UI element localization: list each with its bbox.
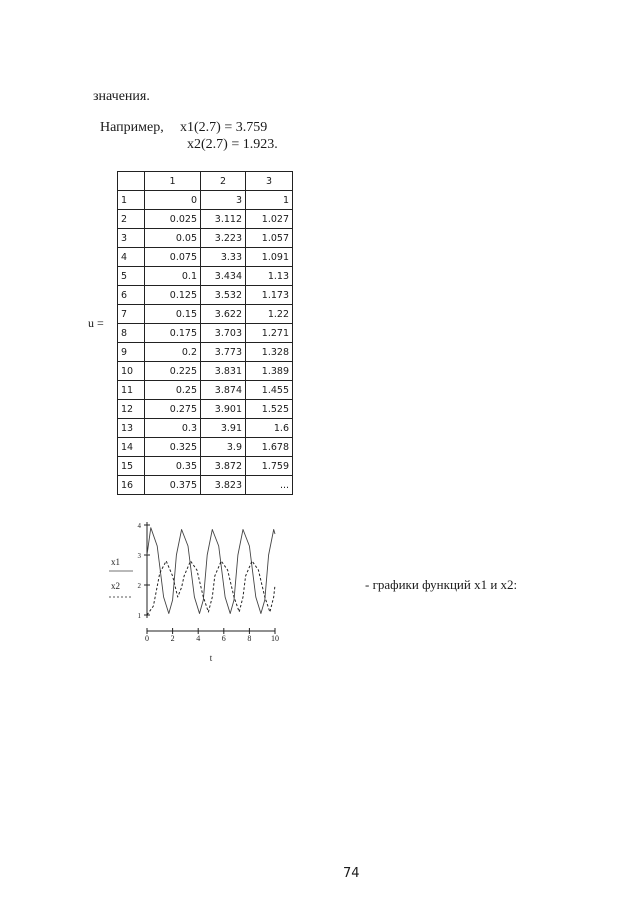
table-cell: 1.13 (246, 267, 293, 286)
matrix-table (117, 171, 293, 495)
table-row (118, 267, 293, 286)
table-cell: 1.057 (246, 229, 293, 248)
table-cell: ... (246, 476, 293, 495)
function-graph (100, 518, 290, 668)
chart-axes (147, 522, 275, 631)
table-cell: 3.874 (201, 381, 246, 400)
example-label: Например, (100, 120, 164, 135)
table-cell: 3.901 (201, 400, 246, 419)
table-cell: 0.025 (145, 210, 201, 229)
x-axis-label: t (209, 653, 213, 663)
table-cell: 0.1 (145, 267, 201, 286)
table-cell: 3 (201, 191, 246, 210)
table-cell: 3.223 (201, 229, 246, 248)
column-header: 2 (201, 172, 246, 191)
row-index: 9 (118, 343, 145, 362)
table-cell: 1.759 (246, 457, 293, 476)
table-cell: 1.6 (246, 419, 293, 438)
x-tick-label: 10 (271, 634, 279, 643)
row-index: 2 (118, 210, 145, 229)
table-cell: 3.9 (201, 438, 246, 457)
row-index: 3 (118, 229, 145, 248)
table-cell: 0.2 (145, 343, 201, 362)
table-row (118, 419, 293, 438)
text-top-word: значения. (93, 89, 150, 104)
column-header: 1 (145, 172, 201, 191)
row-index: 6 (118, 286, 145, 305)
table-cell: 0.275 (145, 400, 201, 419)
table-row (118, 381, 293, 400)
table-cell: 1.389 (246, 362, 293, 381)
table-cell: 3.33 (201, 248, 246, 267)
table-cell: 1.525 (246, 400, 293, 419)
table-cell: 1.678 (246, 438, 293, 457)
table-row (118, 248, 293, 267)
legend-label-x1: x1 (111, 557, 120, 567)
table-cell: 0.05 (145, 229, 201, 248)
table-cell: 1.22 (246, 305, 293, 324)
table-cell: 0.175 (145, 324, 201, 343)
table-cell: 0 (145, 191, 201, 210)
series-line-x2 (147, 561, 275, 615)
table-cell: 0.125 (145, 286, 201, 305)
table-cell: 3.823 (201, 476, 246, 495)
table-cell: 0.325 (145, 438, 201, 457)
table-cell: 1.173 (246, 286, 293, 305)
table-row (118, 286, 293, 305)
table-row (118, 305, 293, 324)
table-cell: 3.112 (201, 210, 246, 229)
table-cell: 3.434 (201, 267, 246, 286)
table-cell: 0.3 (145, 419, 201, 438)
table-cell: 0.075 (145, 248, 201, 267)
table-cell: 3.703 (201, 324, 246, 343)
row-index: 5 (118, 267, 145, 286)
table-row (118, 210, 293, 229)
table-cell: 3.532 (201, 286, 246, 305)
table-cell: 0.25 (145, 381, 201, 400)
x-tick-label: 4 (196, 634, 201, 643)
table-cell: 0.375 (145, 476, 201, 495)
column-header: 3 (246, 172, 293, 191)
row-index: 15 (118, 457, 145, 476)
x-tick-label: 8 (247, 634, 252, 643)
row-index: 10 (118, 362, 145, 381)
x-tick-label: 6 (221, 634, 226, 643)
y-tick-label: 2 (137, 582, 141, 590)
chart-caption: - графики функций x1 и x2: (365, 577, 518, 592)
table-cell: 3.831 (201, 362, 246, 381)
row-index: 11 (118, 381, 145, 400)
table-cell: 0.35 (145, 457, 201, 476)
matrix-label: u = (88, 316, 104, 330)
table-row (118, 438, 293, 457)
table-header-row (118, 172, 293, 191)
table-cell: 1 (246, 191, 293, 210)
row-index: 13 (118, 419, 145, 438)
table-row (118, 191, 293, 210)
table-cell: 3.91 (201, 419, 246, 438)
table-cell: 1.027 (246, 210, 293, 229)
table-cell: 3.622 (201, 305, 246, 324)
row-index: 8 (118, 324, 145, 343)
table-cell: 1.091 (246, 248, 293, 267)
example-line-1: x1(2.7) = 3.759 (180, 120, 268, 135)
table-row (118, 229, 293, 248)
row-index: 16 (118, 476, 145, 495)
row-index: 4 (118, 248, 145, 267)
x-tick-label: 2 (170, 634, 175, 643)
table-row (118, 476, 293, 495)
y-tick-label: 4 (137, 522, 141, 530)
table-row (118, 324, 293, 343)
table-cell: 0.15 (145, 305, 201, 324)
table-row (118, 362, 293, 381)
table-cell: 1.328 (246, 343, 293, 362)
legend-label-x2: x2 (111, 581, 120, 591)
table-cell: 1.271 (246, 324, 293, 343)
x-tick-label: 0 (145, 634, 149, 643)
row-index: 7 (118, 305, 145, 324)
table-row (118, 400, 293, 419)
series-line-x1 (147, 528, 275, 614)
page-number: 74 (343, 866, 360, 881)
table-cell: 0.225 (145, 362, 201, 381)
y-tick-label: 1 (137, 612, 141, 620)
row-index: 14 (118, 438, 145, 457)
example-line-2: x2(2.7) = 1.923. (187, 137, 278, 152)
table-row (118, 343, 293, 362)
row-index: 1 (118, 191, 145, 210)
table-row (118, 457, 293, 476)
table-cell: 3.872 (201, 457, 246, 476)
row-index: 12 (118, 400, 145, 419)
y-tick-label: 3 (137, 552, 141, 560)
table-cell: 3.773 (201, 343, 246, 362)
header-corner (118, 172, 145, 191)
table-cell: 1.455 (246, 381, 293, 400)
